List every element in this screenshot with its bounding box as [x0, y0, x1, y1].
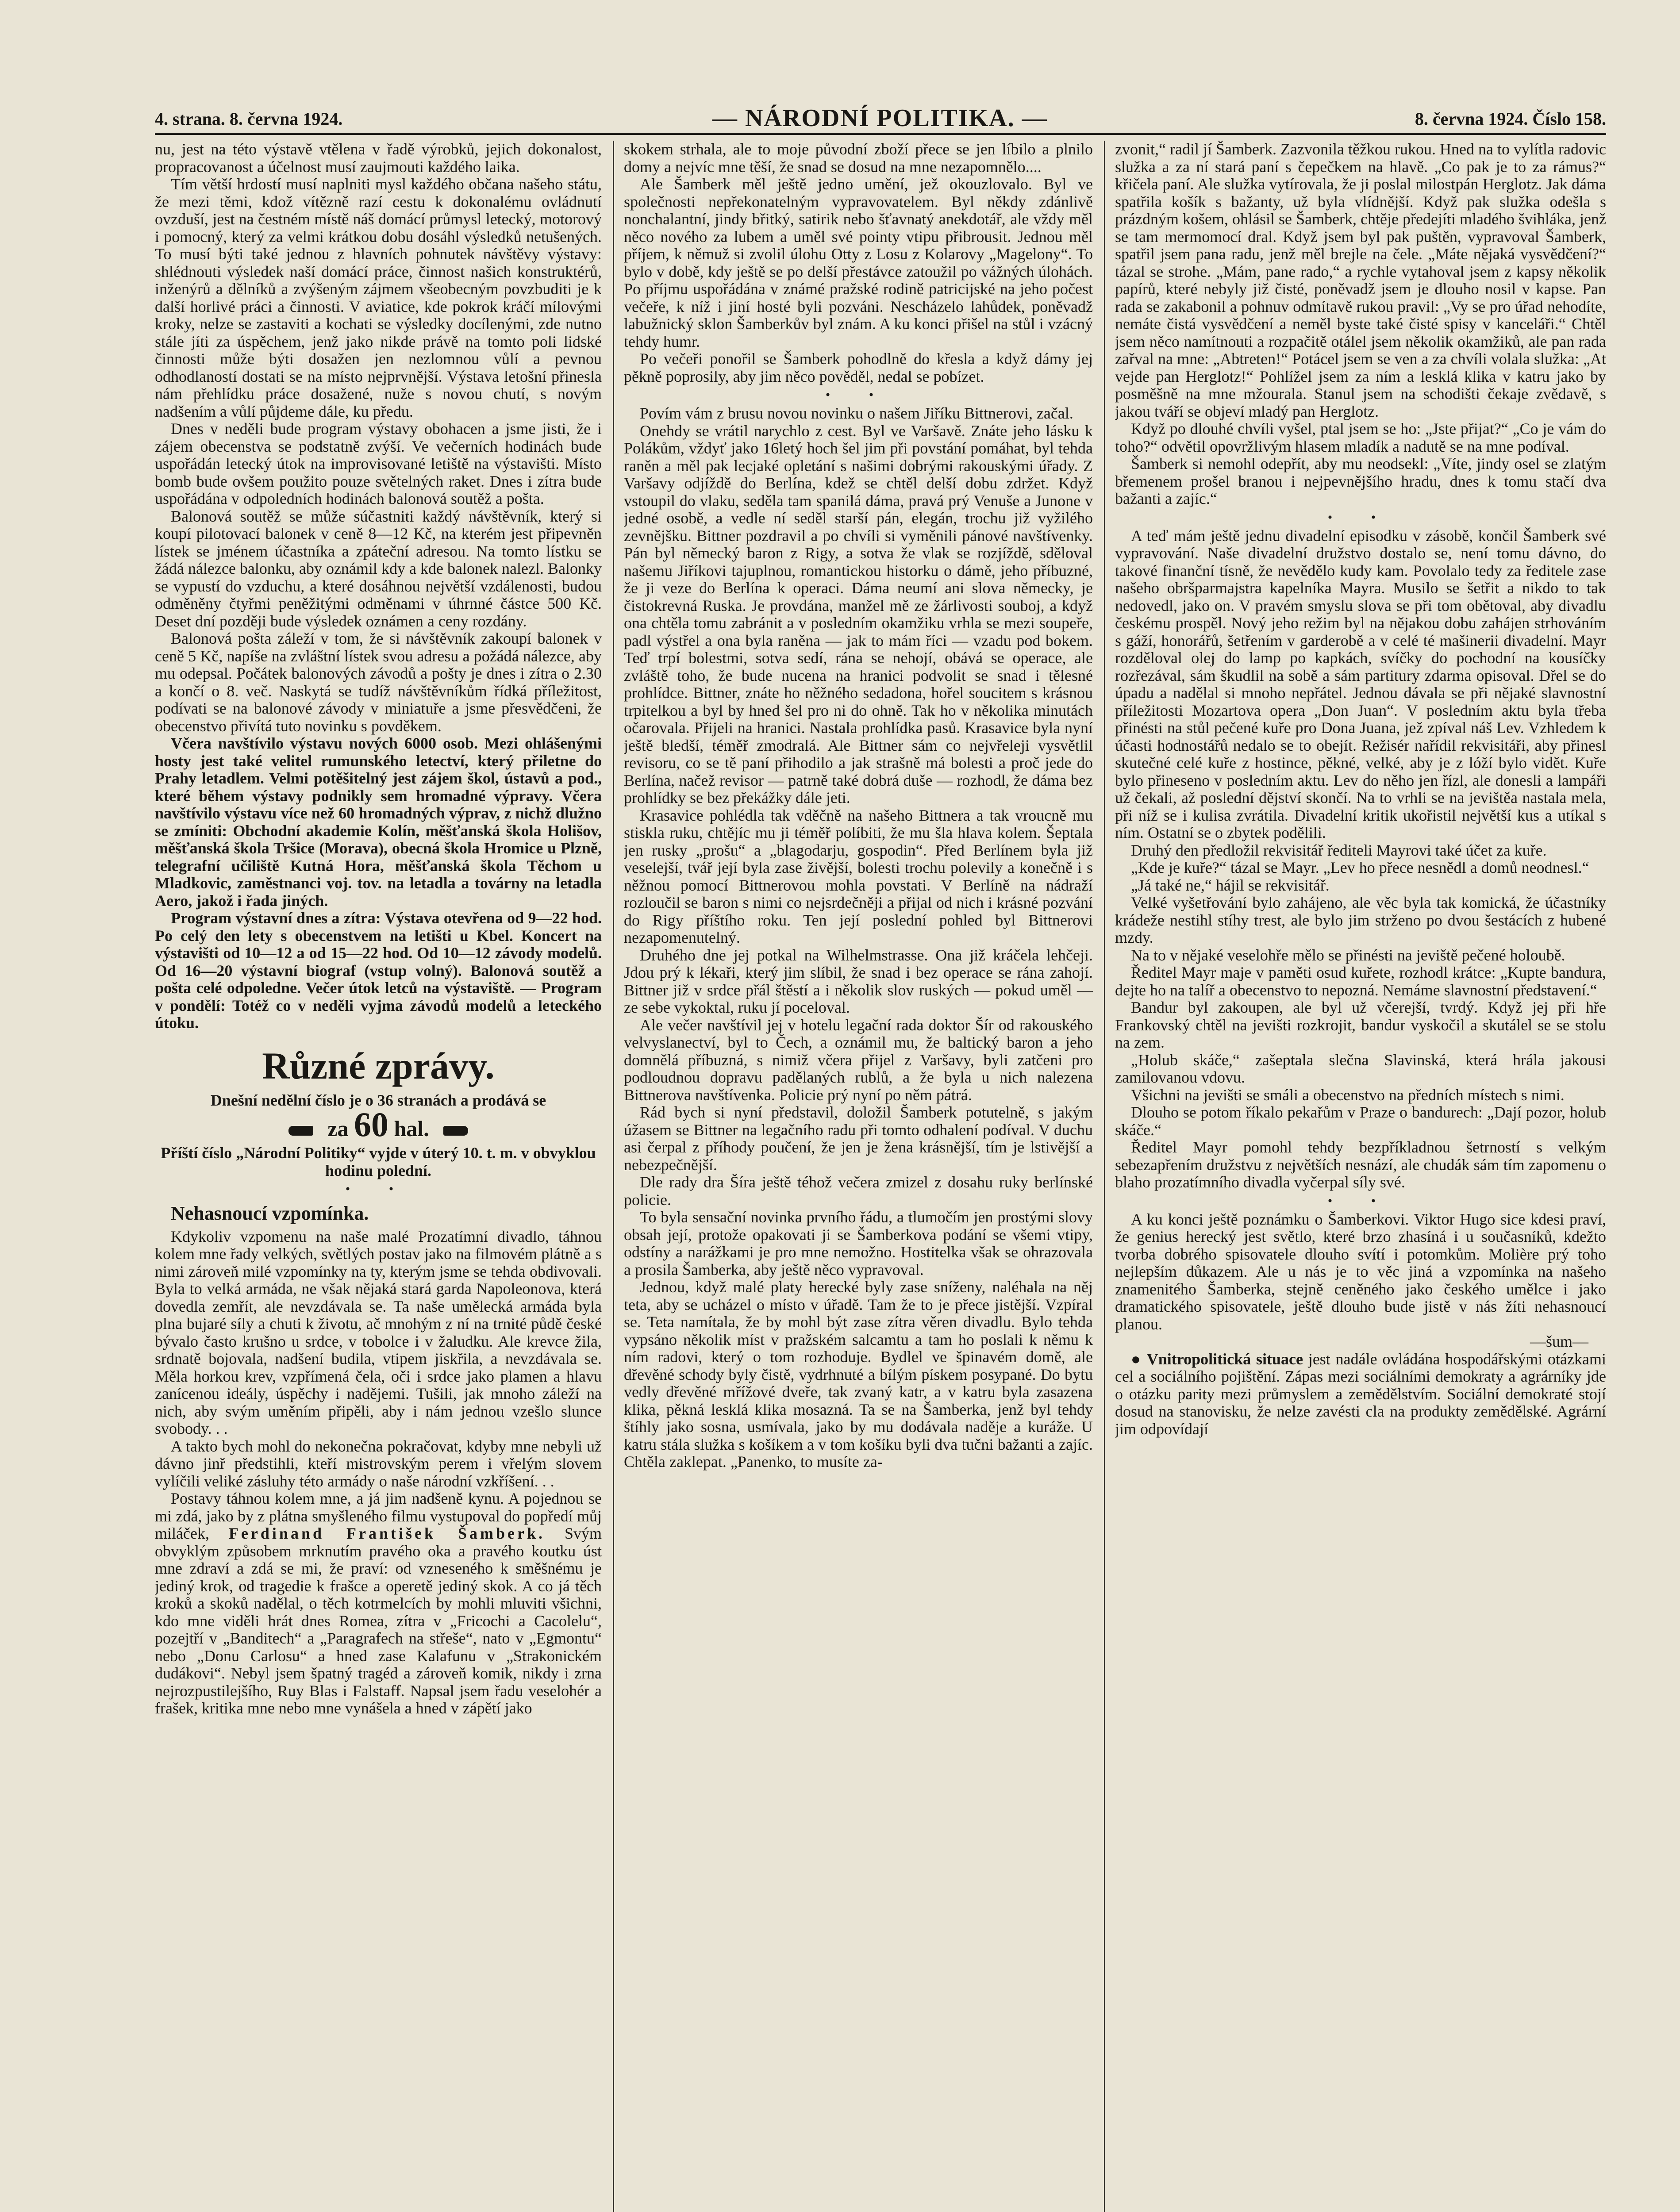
bullet-icon: ●	[1131, 1350, 1147, 1368]
article-paragraph: Onehdy se vrátil narychlo z cest. Byl ve Varšavě. Znáte jeho lásku k Polákům, vždyť jako 16letý hoch šel jim při povstání pomáhat, byl tehda raněn a měl pak lecjaké opletání s našimi dobrými rakouskými úřady. Z Varšavy odjíždě do Berlína, kdež se chtěl delší dobu zdržet. Když vstoupil do vlaku, seděla tam spanilá dáma, pravá prý Venuše a Junone v jedné osobě, a vedle ní seděl starší pán, elegán, trochu již vyžilého zevnějšku. Bittner pozdravil a po chvíli si vyměnili pánové navštívenky. Pán byl německý baron z Rigy, a sotva že vlak se rozjíždě, sděloval našemu Jiříkovi tajuplnou, romantickou historku o dámě, jeho příbuzné, že ji veze do Berlína k operaci. Dáma neumí ani slova německy, je čistokrevná Ruska. Je provdána, manžel mě ze žárlivosti souboj, a když ona chtěla tomu zabránit a v posledním okamžiku vrhla se mezi soupeře, padl výstřel a ona byla raněna — jak to mám říci — vzadu pod bokem. Teď trpí bolestmi, sotva sedí, rána se nehojí, obává se operace, ale zvláště toho, že bude nucena na hranici podvolit se snad i tělesné prohlídce. Bittner, znáte ho něžného sedadona, hořel soucitem s krásnou trpitelkou a byl by hned šel pro ni do ohně. Tak ho v několika minutách očarovala. Přijeli na hranici. Nastala prohlídka pasů. Krasavice byla nyní ještě bledší, téměř zmodralá. Ale Bittner sám co nejvřeleji vysvětlil revisoru, co se tě paní přihodilo a jak strašně má bolesti a proč jede do Berlína, načež revisor — patrně také dobrá duše — rozhodl, že dáma bez prohlídky se bez překážky dále jeti.	[624, 422, 1093, 806]
article-paragraph: Krasavice pohlédla tak vděčně na našeho Bittnera a tak vroucně mu stiskla ruku, chtějíc mu ji téměř políbiti, že mu šla hlava kolem. Šeptala jen rusky „prošu“ a „blagodarju, gospodin“. Před Berlínem byla již veselejší, tvář její byla zase živější, bolesti trochu polevily a konečně i s něžnou pomocí Bittnerovou mohla povstati. V Berlíně na nádraží rozloučil se baron s nimi co nejsrdečněji a přijal od nich i krásné pozvání do Rigy příštího roku. Ten její poslední pohled byl Bittnerovi nezapomenutelný.	[624, 806, 1093, 946]
separator-dots: • •	[1327, 510, 1394, 525]
article-title: Nehasnoucí vzpomínka.	[171, 1202, 369, 1224]
article-paragraph: zvonit,“ radil jí Šamberk. Zazvonila těžkou rukou. Hned na to vylítla radovic služka a za ní stará paní s čepečkem na hlavě. „Co pak je to za rámus?“ křičela paní. Ale služka vytírovala, že ji poslal milostpán Herglotz. Jak dáma spatřila košík s bažanty, už byla vlídnější. Když pak služka odešla s prázdným košem, ohlásil se Šamberk, chtěje předejíti mladého švihláka, jenž se tam mermomocí dral. Když jsem byl pak puštěn, vypravoval Šamberk, spatřil jsem pana radu, jenž měl brejle na čele. „Máte nějaká vysvědčení?“ tázal se strohe. „Mám, pane rado,“ a rychle vytahoval jsem z kapsy několik papírů, které nebyly již čisté, poněvadž jsem je dlouho nosil v kapse. Pan rada se zakabonil a pohnuv odmítavě rukou pravil: „Vy se pro úřad nehodíte, nemáte čistá vysvědčení a neměl byste také čisté spisy v kanceláři.“ Chtěl jsem něco namítnouti a rozpačitě otálel jsem několik okamžiků, ale pan rada zařval na mne: „Abtreten!“ Potácel jsem se ven a za chvíli volala služka: „At vejde pan Herglotz!“ Pohlížel jsem za ním a lesklá klika v katru jako by posměšně na mne mžourala. Stanul jsem na schodišti čekaje zvědavě, s jakou tváří se objeví mladý pan Herglotz.	[1115, 141, 1606, 420]
article-paragraph: A teď mám ještě jednu divadelní episodku v zásobě, končil Šamberk své vypravování. Naše divadelní družstvo dostalo se, není tomu dávno, do takové finanční tísně, že nevědělo kudy kam. Povolalo tedy za ředitele zase našeho obršparmajstra kapelníka Mayra. Musilo se šetřit a nikdo to tak nedovedl, jako on. V pravém smyslu slova se při tom obětoval, aby divadlu českému prospěl. Nový jeho režim byl na nějakou dobu zahájen strhováním s gáží, honorářů, šetřením v garderobě a v celé té mašinerii divadelní. Mayr rozděloval olej do lamp po kapkách, svíčky do pochodní na kousíčky rozřezával, sám škudlil na sobě a sám partitury zdarma opisoval. Dřel se do úpadu a nadělal si mnoho nepřátel. Jednou dávala se při nějaké slavnostní příležitosti Mozartova opera „Don Juan“. V posledním aktu byla třeba přinésti na stůl pečené kuře pro Dona Juana, jež zpíval náš Lev. Vzhledem k účasti hodnostářů nedalo se to obejít. Režisér nařídil rekvisitáři, aby přinesl skutečné celé kuře z hostince, pěkné, velké, aby je z lóží bylo vidět. Kuře bylo přineseno v posledním aktu. Lev do něho jen řízl, ale donesli a lampáři už čekali, až poslední dějství skončí. Na to vrhli se na jevištěa nastala mela, při níž se i kulisa zvrátila. Divadelní kritik ukořistil největší kus a utíkal s ním. Ostatní se o zbytek podělili.	[1115, 526, 1606, 841]
column-3	[1115, 141, 1606, 2212]
article-paragraph: „Kde je kuře?“ tázal se Mayr. „Lev ho přece nesnědl a domů neodnesl.“	[1131, 859, 1589, 876]
price-prefix: za	[327, 1116, 349, 1141]
pointing-hand-icon	[288, 1124, 322, 1137]
article-paragraph: „Holub skáče,“ zašeptala slečna Slavinská, která hrála jakousi zamilovanou vdovu.	[1115, 1051, 1606, 1086]
article-paragraph: Ředitel Mayr maje v paměti osud kuřete, rozhodl krátce: „Kupte bandura, dejte ho na talíř a obecenstvo to nepozná. Nemáme slavnostní představení.“	[1115, 964, 1606, 999]
article-paragraph: Po večeři ponořil se Šamberk pohodlně do křesla a když dámy jej pěkně poprosily, aby jim něco pověděl, nedal se pobízet.	[624, 350, 1093, 385]
article-paragraph	[155, 1490, 602, 1717]
article-paragraph: Když po dlouhé chvíli vyšel, ptal jsem se ho: „Jste přijat?“ „Co je vám do toho?“ odvětil opovržlivým hlasem mladík a nadutě se na mne podíval.	[1115, 420, 1606, 455]
article-paragraph: Bandur byl zakoupen, ale byl už včerejší, tvrdý. Když jej při hře Frankovský chtěl na jevišti rozkrojit, bandur vyskočil a skutálel se se stolu na zem.	[1115, 998, 1606, 1051]
article-paragraph: A takto bych mohl do nekonečna pokračovat, kdyby mne nebyli už dávno jinř předstihli, kteří mistrovským perem i vřelým slovem vylíčili veliké zásluhy této armády o naše národní vzkříšení. . .	[155, 1437, 602, 1490]
article-paragraph: skokem strhala, ale to moje původní zboží přece se jen líbilo a plnilo domy a nejvíc mne těší, že snad se dosud na mne nezapomnělo....	[624, 141, 1093, 176]
text-run: jest nadále ovládána hospodářskými otázkami cel a sociálního pojištění. Zápas mezi sociálními demokraty a agrárníky jde o otázku parity mezi průmyslem a zemědělstvím. Sociální demokraté stojí dosud na stanovisku, že nelze zavésti cla na produkty zemědělské. Agrární jim odpovídají	[1115, 1350, 1606, 1438]
separator-dots: • •	[1327, 1193, 1394, 1208]
article-paragraph: Ale Šamberk měl ještě jedno umění, jež okouzlovalo. Byl ve společnosti nepřekonatelným vypravovatelem. Byl někdy zdánlivě nonchalantní, jindy břitký, satirik nebo šťavnatý anekdotář, ale vždy měl něco nového za lubem a uměl své pointy vtipu přibrousit. Jednou měl příjem, k němuž si zvolil úlohu Otty z Losu z Kolarovy „Magelony“. To bylo v době, kdy ještě se po delší přestávce zatoužil po vážných úlohách. Po příjmu uspořádána v známé pražské rodině patricijské na jeho počest večeře, k níž i jiní hosté byli pozváni. Nescházelo lahůdek, poněvadž labužnický sklon Šamberkův byl znám. A ku konci přišel na stůl i vzácný tehdy humr.	[624, 175, 1093, 350]
program-paragraph: Program výstavní dnes a zítra: Výstava otevřena od 9—22 hod. Po celý den lety s obecenstvem na letišti u Kbel. Koncert na výstavišti od 10—12 a od 15—22 hod. Od 10—12 závody modelů. Od 16—20 výstavní biograf (vstup volný). Balonová soutěž a pošta celé odpoledne. Večer útok letců na výstaviště. — Program v pondělí: Totéž co v neděli vyjma závodů modelů a leteckého útoku.	[155, 909, 602, 1032]
article-paragraph	[1115, 1351, 1606, 1438]
article-paragraph: Všichni na jevišti se smáli a obecenstvo na předních místech s nimi.	[1131, 1086, 1565, 1104]
article-paragraph: A ku konci ještě poznámku o Šamberkovi. Viktor Hugo sice kdesi praví, že genius herecký jest světlo, které brzo zhasíná i u současníků, kdežto tvorba dobrého spisovatele dlouho svítí i potomkům. Molière prý toho nejlepším důkazem. Ale u nás je to věc jiná a vzpomínka na našeho znamenitého Šamberka, stejně ceněného jako českého umělce i jako dramatického spisovatele, ještě dlouho bude jistě v nás žíti nehasnoucí planou.	[1115, 1210, 1606, 1333]
article-paragraph: Ale večer navštívil jej v hotelu legační rada doktor Šír od rakouského velvyslanectví, byl to Čech, a oznámil mu, že baltický baron a jeho domnělá příbuzná, s nimiž včera přijel z Varšavy, byli zatčeni pro podloudnou dopravu padělaných rublů, a že byla u nich nalezena Bittnerova navštívenka. Policie prý nyní po něm pátrá.	[624, 1016, 1093, 1104]
article-paragraph: Tím větší hrdostí musí naplniti mysl každého občana našeho státu, že mezi těmi, kdož vítězně razí cestu k dokonalému ovládnutí ovzduší, jest na čestném místě náš domácí průmysl letecký, motorový i pomocný, který za velmi krátkou dobu dosáhl výsledků netušených. To musí býti také jednou z hlavních pohnutek návštěvy výstavy: shlédnouti výsledek naší domácí práce, činnost našich konstruktérů, inženýrů a dělníků a zvýšeným zájmem všeobecným povzbuditi je k další horlivé práci a činnosti. V aviatice, kde pokrok kráčí mílovými kroky, nelze se zastaviti a kochati se výsledky docílenými, zde nutno stále jíti za úspěchem, jenž jako nikde právě na tomto poli lidské činnosti může býti dosažen jen nezlomnou vůlí a pevnou odhodlaností dostati se na místo nejprvnější. Výstava letošní přinesla nám přehlídku práce dosažené, nuže s novou chutí, s novým nadšením a vůlí půjdeme dále, ku předu.	[155, 175, 602, 420]
price-unit: hal.	[394, 1116, 429, 1141]
header-page-date: 4. strana. 8. června 1924.	[155, 109, 343, 129]
article-paragraph: Na to v nějaké veselohře mělo se přinésti na jeviště pečené holoubě.	[1131, 946, 1565, 964]
section-heading: Různé zprávy.	[262, 1044, 495, 1087]
separator-dots: • •	[825, 388, 892, 402]
issue-notice: Dnešní nedělní číslo je o 36 stranách a prodává se	[210, 1091, 546, 1109]
article-paragraph: To byla sensační novinka prvního řádu, a tlumočím jen prostými slovy obsah její, protože opakovati ji se Šamberkova podání se všemi vtipy, odstíny a narážkami je pro mne nemožno. Hostitelka však se ohrazovala a prosila Šamberka, aby ještě něco vypravoval.	[624, 1208, 1093, 1279]
column-2	[624, 141, 1093, 2212]
article-paragraph: Povím vám z brusu novou novinku o našem Jiříku Bittnerovi, začal.	[640, 404, 1073, 422]
article-paragraph: Dle rady dra Šíra ještě téhož večera zmizel z dosahu ruky berlínské policie.	[624, 1173, 1093, 1209]
article-paragraph: Druhého dne jej potkal na Wilhelmstrasse. Ona již kráčela lehčeji. Jdou prý k lékaři, který jim slíbil, že snad i bez operace se rána zahojí. Bittner již v srdce přál štěstí a i několik slov ruských — pokud uměl — ze sebe vykoktal, ruku jí poceloval.	[624, 946, 1093, 1016]
text-run: Svým obvyklým způsobem mrknutím pravého oka a pravého koutku úst mne zdraví a zdá se mi, že praví: od vzneseného k směšnému je jediný krok, od tragedie k frašce a operetě jediný skok. A co já těch kroků a skoků nadělal, o těch kotrmelcích by mohli mluviti všichni, kdo mne viděli hrát dnes Romea, zítra v „Fricochi a Cacolelu“, pozejtří v „Banditech“ a „Paragrafech na střeše“, nato v „Egmontu“ nebo „Donu Carlosu“ a hned zase Kalafunu v „Strakonickém dudákovi“. Nebyl jsem špatný tragéd a zároveň komik, nikdy i zrna nejrozpustilejšího, Ruy Blas i Falstaff. Napsal jsem řadu veselohér a frašek, kritika mne nebo mne vynášela a hned v zápětí jako	[155, 1525, 602, 1717]
article-paragraph: Včera navštívilo výstavu nových 6000 osob. Mezi ohlášenými hosty jest také velitel rumunského letectví, který přiletne do Prahy letadlem. Velmi potěšitelný jest zájem škol, ústavů a pod., které během výstavy podnikly sem hromadné výpravy. Včera navštívilo výstavu více než 60 hromadných výprav, z nichž dlužno se zmíniti: Obchodní akademie Kolín, měšťanská škola Holišov, měšťanská škola Tršice (Morava), obecná škola Hromice u Plzně, telegrafní učiliště Kutná Hora, měšťanská škola Těchom u Mladkovic, zaměstnanci voj. tov. na letadla a továrny na letadla Aero, jakož i řada jiných.	[155, 734, 602, 910]
page-header	[155, 104, 1606, 135]
price-line	[155, 1105, 602, 1144]
next-issue-notice: Příští číslo „Národní Politiky“ vyjde v úterý 10. t. m. v obvyklou hodinu polední.	[161, 1144, 596, 1179]
article-paragraph: Balonová soutěž se může súčastniti každý návštěvník, který si koupí pilotovací balonek v ceně 8—12 Kč, na kterém jest připevněn lístek se jménem účastníka a zpáteční adresou. Na tomto lístku se žádá nálezce balonku, aby oznámil kdy a kde balonek nalezl. Balonky se vypustí do vzduchu, a které dosáhnou největší vzdálenosti, budou odměněny čtyřmi peněžitými odměnami v úhrnné částce 500 Kč. Deset dní později bude výsledek oznámen a ceny rozdány.	[155, 507, 602, 630]
column-divider	[613, 141, 614, 2212]
article-paragraph: Jednou, když malé platy herecké byly zase sníženy, naléhala na něj teta, aby se ucházel o místo v úřadě. Tam že to je přece jistější. Vzpíral se. Teta namítala, že by mohl být zase zítra věren divadlu. Bylo tehda vypsáno několik míst v pražském salcamtu a tam ho poslali k němu k ním radovi, který o tom rozhoduje. Bydlel ve špinavém domě, ale dřevěné schody byly čistě, vydrhnuté a bílým pískem posypané. Do bytu vedly dřevěné mřížové dveře, tak zvaný katr, a v katru byla zasazena klika, pěkná lesklá klika mosazná. Ta se na Šamberka, jenž byl tehdy štíhly jako sosna, usmívala, jako by mu dodávala naděje a kuráže. U katru stála služka s košíkem a v tom košíku byli dva tučni bažanti a zajíc. Chtěla zaklepat. „Panenko, to musíte za-	[624, 1278, 1093, 1471]
article-paragraph: Kdykoliv vzpomenu na naše malé Prozatímní divadlo, táhnou kolem mne řady velkých, světlých postav jako na filmovém plátně a s nimi zároveň milé vzpomínky na ty, kterým jsme se tehda obdivovali. Byla to velká armáda, ne však nějaká stará garda Napoleonova, která dovedla zemřít, ale nevzdávala se. Ta naše umělecká armáda byla plna bujaré síly a chuti k životu, ač mnohým z ní na trnité půdě české bývalo často krušno u srdce, v tobolce i v žaludku. Ale krevce žila, srdnatě bojovala, nadšení budila, vtipem jiskřila, a nevzdávala se. Měla horkou krev, vzpřímená čela, oči i srdce jako plamen a hlavu zanícenou ideály, úspěchy i nadějemi. Tušili, jak mnoho záleží na nich, aby svým uměním připěli, aby i nám jednou vzešlo slunce svobody. . .	[155, 1227, 602, 1437]
pointing-hand-icon	[434, 1124, 468, 1137]
column-1	[155, 141, 602, 2212]
separator-dots: • •	[345, 1181, 411, 1196]
person-name: Ferdinand František Šamberk.	[228, 1525, 545, 1542]
article-paragraph: Šamberk si nemohl odepřít, aby mu neodsekl: „Víte, jindy osel se zlatým břemenem prošel branou i nejpevnějšího hradu, dnes k tomu stačí dva bažanti a zajíc.“	[1115, 455, 1606, 507]
article-paragraph: Dnes v neděli bude program výstavy obohacen a jsme jisti, že i zájem obecenstva se podstatně zvýší. Ve večerních hodinách bude uspořádán letecký útok na improvisované letiště na výstavišti. Místo bomb bude ovšem použito pouze světelných raket. Dnes i zítra bude uspořádána v odpoledních hodinách balonová soutěž a pošta.	[155, 420, 602, 507]
header-rule	[155, 133, 1606, 135]
price-number: 60	[354, 1105, 388, 1144]
article-paragraph: Balonová pošta záleží v tom, že si návštěvník zakoupí balonek v ceně 5 Kč, napíše na zvláštní lístek svou adresu a požádá nálezce, aby mu odepsal. Počátek balonových závodů a pošty je dnes i zítra o 2.30 a končí o 8. več. Naskytá se tudíž návštěvníkům řídká příležitost, podívati se na balonové závody v miniatuře a jsme přesvědčeni, že obecenstvo přivítá tuto novinku s povděkem.	[155, 630, 602, 735]
masthead-title: — NÁRODNÍ POLITIKA. —	[712, 104, 1048, 132]
article-paragraph: nu, jest na této výstavě vtělena v řadě výrobků, jejich dokonalost, propracovanost a účelnost musí zaujmouti každého laika.	[155, 141, 602, 176]
author-signature: —šum—	[1530, 1333, 1588, 1350]
article-paragraph: Druhý den předložil rekvisitář řediteli Mayrovi také účet za kuře.	[1131, 841, 1547, 859]
text-run: Postavy táhnou kolem mne, a já jim nadšeně kynu. A pojednou se mi zdá, jako by z plátna smyšleného filmu vystupoval do popředí můj miláček,	[155, 1490, 602, 1542]
news-lead: Vnitropolitická situace	[1146, 1350, 1303, 1368]
article-paragraph: „Já také ne,“ hájil se rekvisitář.	[1131, 876, 1330, 894]
article-paragraph: Rád bych si nyní představil, doložil Šamberk potutelně, s jakým úžasem se Bittner na legačního radu při tomto odhalení podíval. V duchu asi čerpal z příhody poučení, že jen je žena krásnější, tím je lstivější a nebezpečnější.	[624, 1103, 1093, 1174]
article-paragraph: Ředitel Mayr pomohl tehdy bezpříkladnou šetrností s velkým sebezapřením družstvu z největších nesnází, ale chudák sám tím zapomenu o blaho prozatímního divadla vyčerpal síly své.	[1115, 1138, 1606, 1191]
column-divider	[1104, 141, 1105, 2212]
header-issue-number: 8. června 1924. Číslo 158.	[1415, 109, 1606, 129]
article-paragraph: Dlouho se potom říkalo pekařům v Praze o bandurech: „Dají pozor, holub skáče.“	[1115, 1103, 1606, 1139]
article-paragraph: Velké vyšetřování bylo zahájeno, ale věc byla tak komická, že účastníky krádeže nestihl stíhy trest, ale bylo jim strženo po dvou šestácích z hubené mzdy.	[1115, 894, 1606, 946]
